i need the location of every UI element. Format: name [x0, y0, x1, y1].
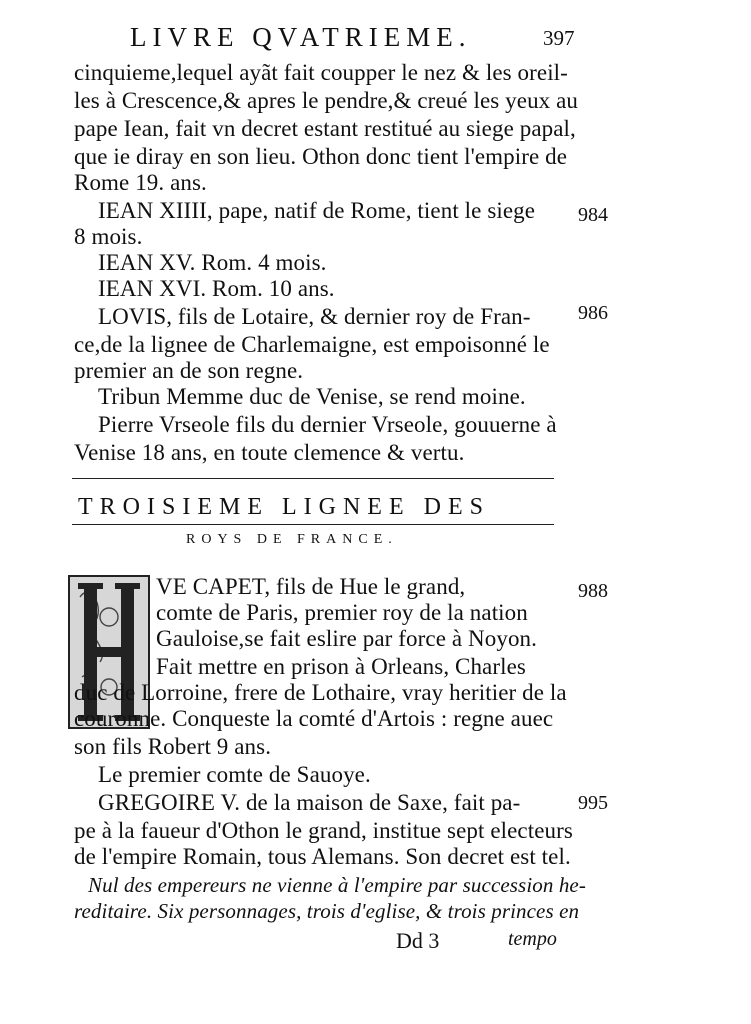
text-line: les à Crescence,& apres le pendre,& creué les yeux au [74, 88, 579, 113]
signature-mark: Dd 3 [396, 928, 440, 953]
text-line: Venise 18 ans, en toute clemence & vertu. [74, 440, 465, 465]
catchword: tempo [508, 928, 557, 950]
section-title: TROISIEME LIGNEE DES [78, 494, 490, 520]
text-line: comte de Paris, premier roy de la nation [156, 600, 528, 625]
text-line: que ie diray en son lieu. Othon donc tient l'empire de [74, 144, 568, 169]
page-number: 397 [543, 26, 575, 50]
text-line: GREGOIRE V. de la maison de Saxe, fait pa- [98, 790, 521, 815]
text-line: Rome 19. ans. [74, 170, 207, 195]
text-line: ce,de la lignee de Charlemaigne, est empoisonné le [74, 332, 550, 357]
text-line: Le premier comte de Sauoye. [98, 762, 371, 787]
section-rule-top [72, 478, 554, 479]
text-line: IEAN XVI. Rom. 10 ans. [98, 276, 335, 301]
margin-year: 988 [578, 580, 608, 602]
text-line: Pierre Vrseole fils du dernier Vrseole, gouuerne à [98, 412, 557, 437]
text-line: son fils Robert 9 ans. [74, 734, 272, 759]
text-line: 8 mois. [74, 224, 143, 249]
text-line: IEAN XIIII, pape, natif de Rome, tient le siege [98, 198, 536, 223]
running-header: LIVRE QVATRIEME. [130, 22, 472, 52]
text-line: VE CAPET, fils de Hue le grand, [156, 574, 466, 599]
text-line: de l'empire Romain, tous Alemans. Son decret est tel. [74, 844, 571, 869]
text-line: duc de Lorroine, frere de Lothaire, vray heritier de la [74, 680, 567, 705]
text-line: Tribun Memme duc de Venise, se rend moine. [98, 384, 526, 409]
italic-decree-line: reditaire. Six personnages, trois d'eglise, & trois princes en [74, 899, 580, 923]
text-line: pe à la faueur d'Othon le grand, institue sept electeurs [74, 818, 573, 843]
text-line: IEAN XV. Rom. 4 mois. [98, 250, 327, 275]
margin-year: 984 [578, 204, 608, 226]
text-line: cinquieme,lequel ayãt fait coupper le nez & les oreil- [74, 60, 568, 85]
text-line: Fait mettre en prison à Orleans, Charles [156, 654, 526, 679]
margin-year: 986 [578, 302, 608, 324]
section-subtitle: ROYS DE FRANCE. [186, 532, 398, 547]
text-line: premier an de son regne. [74, 358, 304, 383]
text-line: Gauloise,se fait eslire par force à Noyon. [156, 626, 537, 651]
text-line: LOVIS, fils de Lotaire, & dernier roy de Fran- [98, 304, 531, 329]
italic-decree-line: Nul des empereurs ne vienne à l'empire par succession he- [88, 873, 586, 897]
text-line: couronne. Conqueste la comté d'Artois : regne auec [74, 706, 554, 731]
section-rule-bottom [72, 524, 554, 525]
text-line: pape Iean, fait vn decret estant restitué au siege papal, [74, 116, 576, 141]
margin-year: 995 [578, 792, 608, 814]
